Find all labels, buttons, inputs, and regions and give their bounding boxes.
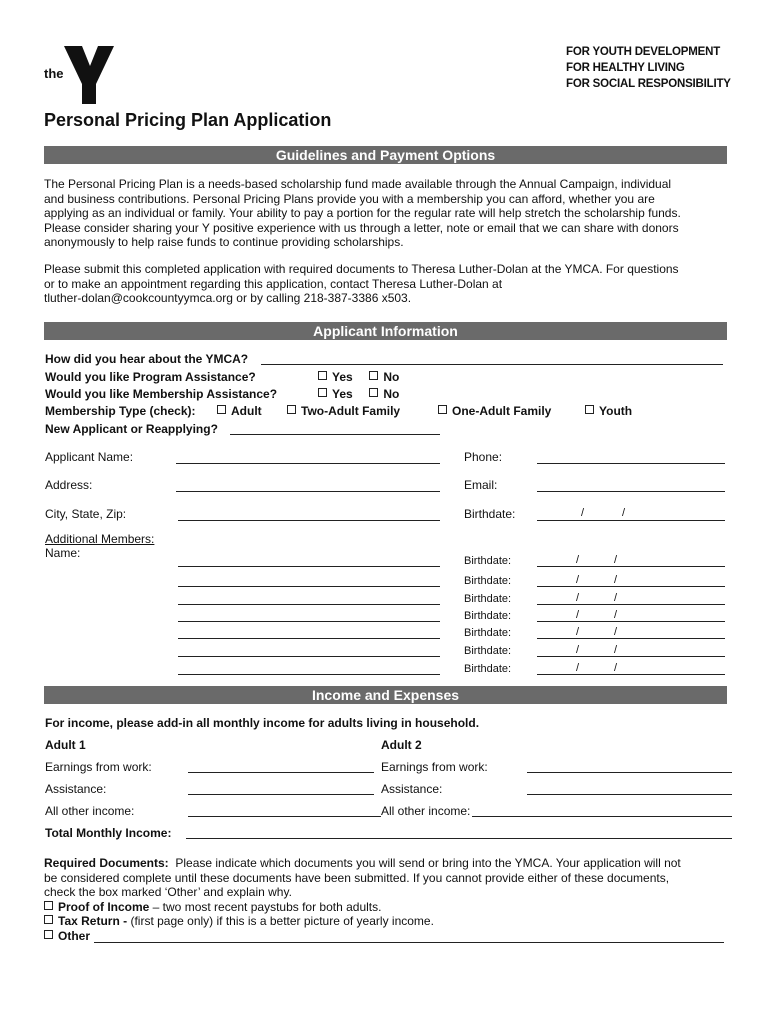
member-name-field[interactable]	[178, 566, 440, 567]
date-separator: /	[576, 626, 580, 638]
city-state-zip-label: City, State, Zip:	[45, 507, 127, 521]
type-adult-checkbox[interactable]	[217, 405, 226, 414]
date-separator: /	[576, 644, 580, 656]
email-label: Email:	[464, 478, 498, 492]
date-separator: /	[614, 644, 618, 656]
adult1-assistance-label: Assistance:	[45, 782, 107, 796]
option-label: Tax Return -	[58, 914, 128, 929]
paragraph-line: tluther-dolan@cookcountyymca.org or by calling 218-387-3386 x503.	[44, 291, 412, 306]
type-youth	[585, 404, 632, 418]
member-birthdate-field[interactable]	[537, 638, 725, 639]
tax-return-checkbox[interactable]	[44, 915, 53, 924]
birthdate-label: Birthdate:	[464, 507, 516, 521]
submission-paragraph	[44, 262, 729, 306]
member-name-field[interactable]	[178, 674, 440, 675]
paragraph-line: The Personal Pricing Plan is a needs-based scholarship fund made available through the Annual Campaign, individual	[44, 177, 672, 191]
type-label: Youth	[599, 404, 633, 418]
date-separator: /	[614, 554, 618, 566]
documents-heading: Required Documents:	[44, 856, 169, 870]
hear-about-field[interactable]	[261, 364, 723, 365]
member-birthdate-field[interactable]	[537, 621, 725, 622]
member-name-field[interactable]	[178, 621, 440, 622]
applicant-name-field[interactable]	[176, 463, 440, 464]
option-label: Other	[58, 928, 91, 943]
adult2-earnings-label: Earnings from work:	[381, 760, 488, 774]
new-applicant-label: New Applicant or Reapplying?	[45, 422, 218, 436]
yes-label: Yes	[332, 370, 353, 384]
section-header-applicant: Applicant Information	[44, 322, 727, 340]
member-birthdate-label: Birthdate:	[464, 610, 512, 622]
page-title: Personal Pricing Plan Application	[44, 110, 332, 130]
tagline	[566, 44, 731, 92]
date-separator: /	[576, 574, 580, 586]
address-label: Address:	[45, 478, 93, 492]
adult1-assistance-field[interactable]	[188, 794, 374, 795]
membership-assistance-label: Would you like Membership Assistance?	[45, 387, 278, 401]
member-birthdate-label: Birthdate:	[464, 627, 512, 639]
date-separator: /	[614, 574, 618, 586]
type-label: Adult	[231, 404, 262, 418]
income-intro: For income, please add-in all monthly income for adults living in household.	[45, 716, 480, 730]
type-one-adult-checkbox[interactable]	[438, 405, 447, 414]
new-applicant-field[interactable]	[230, 434, 440, 435]
member-name-field[interactable]	[178, 604, 440, 605]
date-separator: /	[622, 507, 626, 519]
member-birthdate-label: Birthdate:	[464, 555, 512, 567]
paragraph-line: Please submit this completed application with required documents to Theresa Luther-Dolan at the YMCA. For questions	[44, 262, 679, 276]
additional-members-label: Additional Members:	[45, 532, 155, 546]
birthdate-field[interactable]	[537, 520, 725, 521]
program-assistance-label: Would you like Program Assistance?	[45, 370, 256, 384]
program-assistance-options	[318, 370, 399, 384]
phone-field[interactable]	[537, 463, 725, 464]
paragraph-line: and business contributions. Personal Pricing Plans provide you with a membership you can afford, whether you are	[44, 191, 655, 206]
member-birthdate-field[interactable]	[537, 674, 725, 675]
adult1-earnings-label: Earnings from work:	[45, 760, 152, 774]
tagline-line: FOR HEALTHY LIVING	[566, 62, 685, 74]
adult2-assistance-label: Assistance:	[381, 782, 443, 796]
member-birthdate-field[interactable]	[537, 604, 725, 605]
date-separator: /	[576, 609, 580, 621]
applicant-name-label: Applicant Name:	[45, 450, 134, 464]
member-name-field[interactable]	[178, 656, 440, 657]
member-birthdate-field[interactable]	[537, 566, 725, 567]
other-explanation-field[interactable]	[94, 942, 724, 943]
section-header-guidelines: Guidelines and Payment Options	[44, 146, 727, 164]
member-birthdate-label: Birthdate:	[464, 645, 512, 657]
type-two-adult	[287, 404, 400, 418]
option-desc: (first page only) if this is a better picture of yearly income.	[127, 914, 434, 929]
member-birthdate-label: Birthdate:	[464, 575, 512, 587]
type-one-adult	[438, 404, 551, 418]
tagline-line: FOR YOUTH DEVELOPMENT	[566, 46, 721, 58]
date-separator: /	[581, 507, 585, 519]
guidelines-paragraph	[44, 177, 729, 250]
address-field[interactable]	[176, 491, 440, 492]
member-birthdate-label: Birthdate:	[464, 593, 512, 605]
city-state-zip-field[interactable]	[178, 520, 440, 521]
hear-about-label: How did you hear about the YMCA?	[45, 352, 249, 366]
type-label: Two-Adult Family	[301, 404, 401, 418]
phone-label: Phone:	[464, 450, 503, 464]
section-header-income: Income and Expenses	[44, 686, 727, 704]
membership-no-checkbox[interactable]	[369, 388, 378, 397]
yes-label: Yes	[332, 387, 353, 401]
date-separator: /	[614, 592, 618, 604]
date-separator: /	[576, 554, 580, 566]
paragraph-line: Please consider sharing your Y positive experience with us through a letter, note or email that we can share with donors	[44, 220, 679, 235]
member-name-field[interactable]	[178, 638, 440, 639]
paragraph-line: or to make an appointment regarding this application, contact Theresa Luther-Dolan at	[44, 276, 503, 291]
member-name-field[interactable]	[178, 586, 440, 587]
no-label: No	[383, 387, 400, 401]
date-separator: /	[576, 662, 580, 674]
adult2-heading: Adult 2	[381, 738, 422, 752]
logo-ymca-text: YMCA	[102, 81, 115, 97]
no-label: No	[383, 370, 400, 384]
member-birthdate-field[interactable]	[537, 656, 725, 657]
documents-text: be considered complete until these documents have been submitted. If you cannot provide either of these documents,	[44, 870, 670, 885]
adult2-assistance-field[interactable]	[527, 794, 732, 795]
type-two-adult-checkbox[interactable]	[287, 405, 296, 414]
type-adult	[217, 404, 262, 418]
documents-text: Please indicate which documents you will send or bring into the YMCA. Your application will not	[175, 856, 681, 870]
email-field[interactable]	[537, 491, 725, 492]
type-label: One-Adult Family	[452, 404, 552, 418]
tagline-line: FOR SOCIAL RESPONSIBILITY	[566, 78, 731, 90]
program-yes-checkbox[interactable]	[318, 371, 327, 380]
logo-the-text: the	[44, 66, 64, 81]
member-birthdate-field[interactable]	[537, 586, 725, 587]
date-separator: /	[614, 626, 618, 638]
membership-yes-checkbox[interactable]	[318, 388, 327, 397]
membership-assistance-options	[318, 387, 399, 401]
date-separator: /	[614, 662, 618, 674]
adult1-heading: Adult 1	[45, 738, 86, 752]
proof-of-income-option	[44, 900, 729, 915]
paragraph-line: applying as an individual or family. Your ability to pay a portion for the regular rate will help stretch the scholarship funds.	[44, 206, 681, 221]
required-documents	[44, 856, 729, 944]
program-no-checkbox[interactable]	[369, 371, 378, 380]
date-separator: /	[576, 592, 580, 604]
adult1-other-income-label: All other income:	[45, 804, 135, 818]
date-separator: /	[614, 609, 618, 621]
adult1-earnings-field[interactable]	[188, 772, 374, 773]
documents-text: check the box marked ‘Other’ and explain why.	[44, 885, 292, 900]
other-checkbox[interactable]	[44, 930, 53, 939]
option-label: Proof of Income	[58, 899, 150, 914]
ymca-logo	[44, 44, 124, 104]
total-income-label: Total Monthly Income:	[45, 826, 172, 840]
type-youth-checkbox[interactable]	[585, 405, 594, 414]
paragraph-line: anonymously to help raise funds to continue providing scholarships.	[44, 235, 404, 250]
adult2-other-income-label: All other income:	[381, 804, 471, 818]
adult2-earnings-field[interactable]	[527, 772, 732, 773]
tax-return-option	[44, 914, 729, 929]
member-name-label: Name:	[45, 546, 81, 560]
membership-type-label: Membership Type (check):	[45, 404, 196, 418]
option-desc: – two most recent paystubs for both adults.	[149, 899, 382, 914]
total-income-field[interactable]	[186, 838, 732, 839]
proof-of-income-checkbox[interactable]	[44, 901, 53, 910]
member-birthdate-label: Birthdate:	[464, 663, 512, 675]
